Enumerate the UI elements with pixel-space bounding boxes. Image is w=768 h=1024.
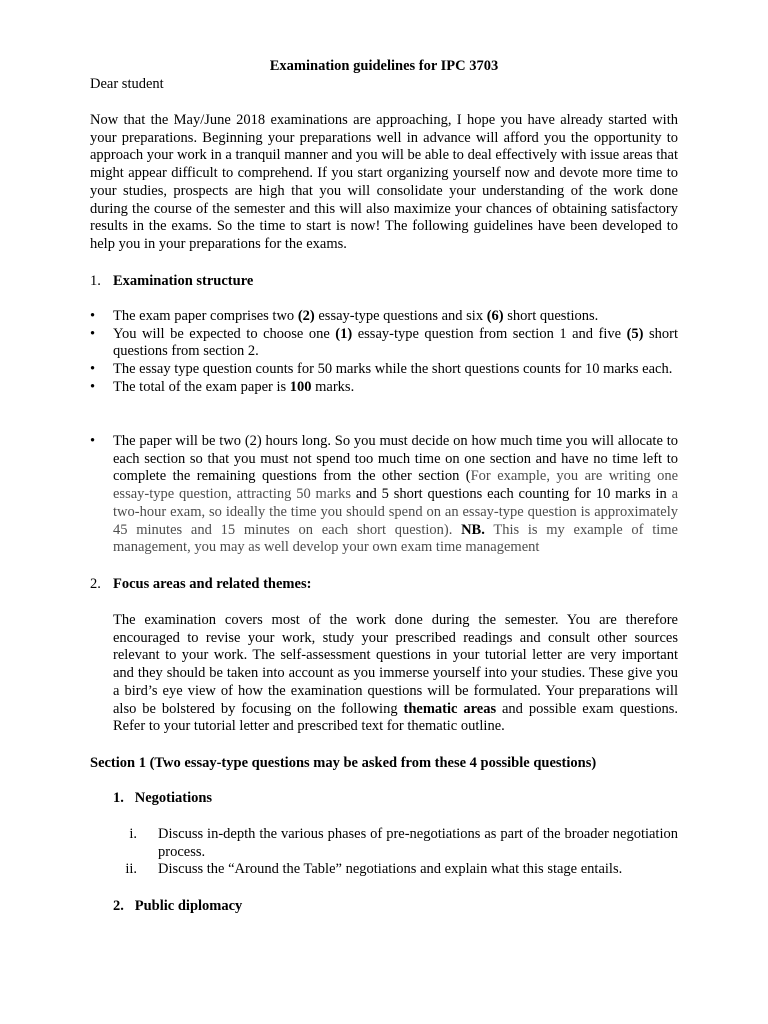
section-1-heading: Examination structure (113, 273, 254, 289)
list-item: • The essay type question counts for 50 marks while the short questions counts for 10 marks each. (90, 361, 673, 378)
bullet-icon: • (90, 308, 96, 324)
list-item: i. Discuss in-depth the various phases of pre-negotiations as part of the broader negotiation process. (129, 826, 678, 860)
list-item: • You will be expected to choose one (1) essay-type question from section 1 and five (5) short questions from section 2. (90, 325, 679, 360)
bullet-icon: • (90, 378, 96, 395)
focus-areas-paragraph: The examination covers most of the work done during the semester. You are therefore encouraged to revise your work, study your prescribed readings and consult other sources relevant to your work. The self-assessment questions in your tutorial letter are very important and they should be taken into account as you immerse yourself into your studies. These give you a bird’s eye view of how the examination questions will be formulated. Your preparations will also be bolstered by focusing on the following thematic areas and possible exam questions. Refer to your tutorial letter and prescribed text for thematic outline. (113, 612, 678, 735)
section-2-number: 2. (90, 576, 101, 592)
time-management-list (90, 433, 678, 557)
intro-paragraph: Now that the May/June 2018 examinations are approaching, I hope you have already started with your preparations. Beginning your preparations well in advance will afford you the opportunity to approach your work in a tranquil manner and you will be able to deal effectively with issue areas that might appear difficult to comprehend. If you start organizing yourself now and devote more time to your studies, prospects are high that you will consolidate your understanding of the work done during the course of the semester and this will also maximize your chances of obtaining satisfactory results in the exams. So the time to start is now! The following guidelines have been developed to help you in your preparations for the exams. (90, 112, 678, 252)
negotiations-questions (90, 826, 678, 879)
list-item: • The paper will be two (2) hours long. So you must decide on how much time you will allocate to each section so that you must not spend too much time on one section and have no time left to complete the remaining questions from the other section (For example, you are writing one essay-type question, attracting 50 marks and 5 short questions each counting for 10 marks in a two-hour exam, so ideally the time you should spend on an essay-type question is approximately 45 minutes and 15 minutes on each short question). NB. This is my example of time management, you may as well develop your own exam time management (90, 433, 679, 556)
section-1-number: 1. (90, 273, 101, 289)
bullet-icon: • (90, 361, 96, 378)
salutation: Dear student (90, 76, 164, 92)
bullet-icon: • (90, 325, 96, 342)
document-title: Examination guidelines for IPC 3703 (269, 58, 499, 74)
essay-section-heading: Section 1 (Two essay-type questions may be asked from these 4 possible questions) (90, 755, 597, 771)
list-item: ii. Discuss the “Around the Table” negotiations and explain what this stage entails. (125, 861, 623, 878)
topic-negotiations-heading: 1. Negotiations (113, 790, 213, 806)
topic-public-diplomacy-heading: 2. Public diplomacy (113, 898, 243, 914)
list-item: • The total of the exam paper is 100 marks. (90, 378, 355, 395)
exam-structure-list (90, 308, 678, 397)
bullet-icon: • (90, 433, 96, 449)
list-item: • The exam paper comprises two (2) essay-type questions and six (6) short questions. (90, 308, 599, 324)
section-2-heading: Focus areas and related themes: (113, 576, 312, 592)
